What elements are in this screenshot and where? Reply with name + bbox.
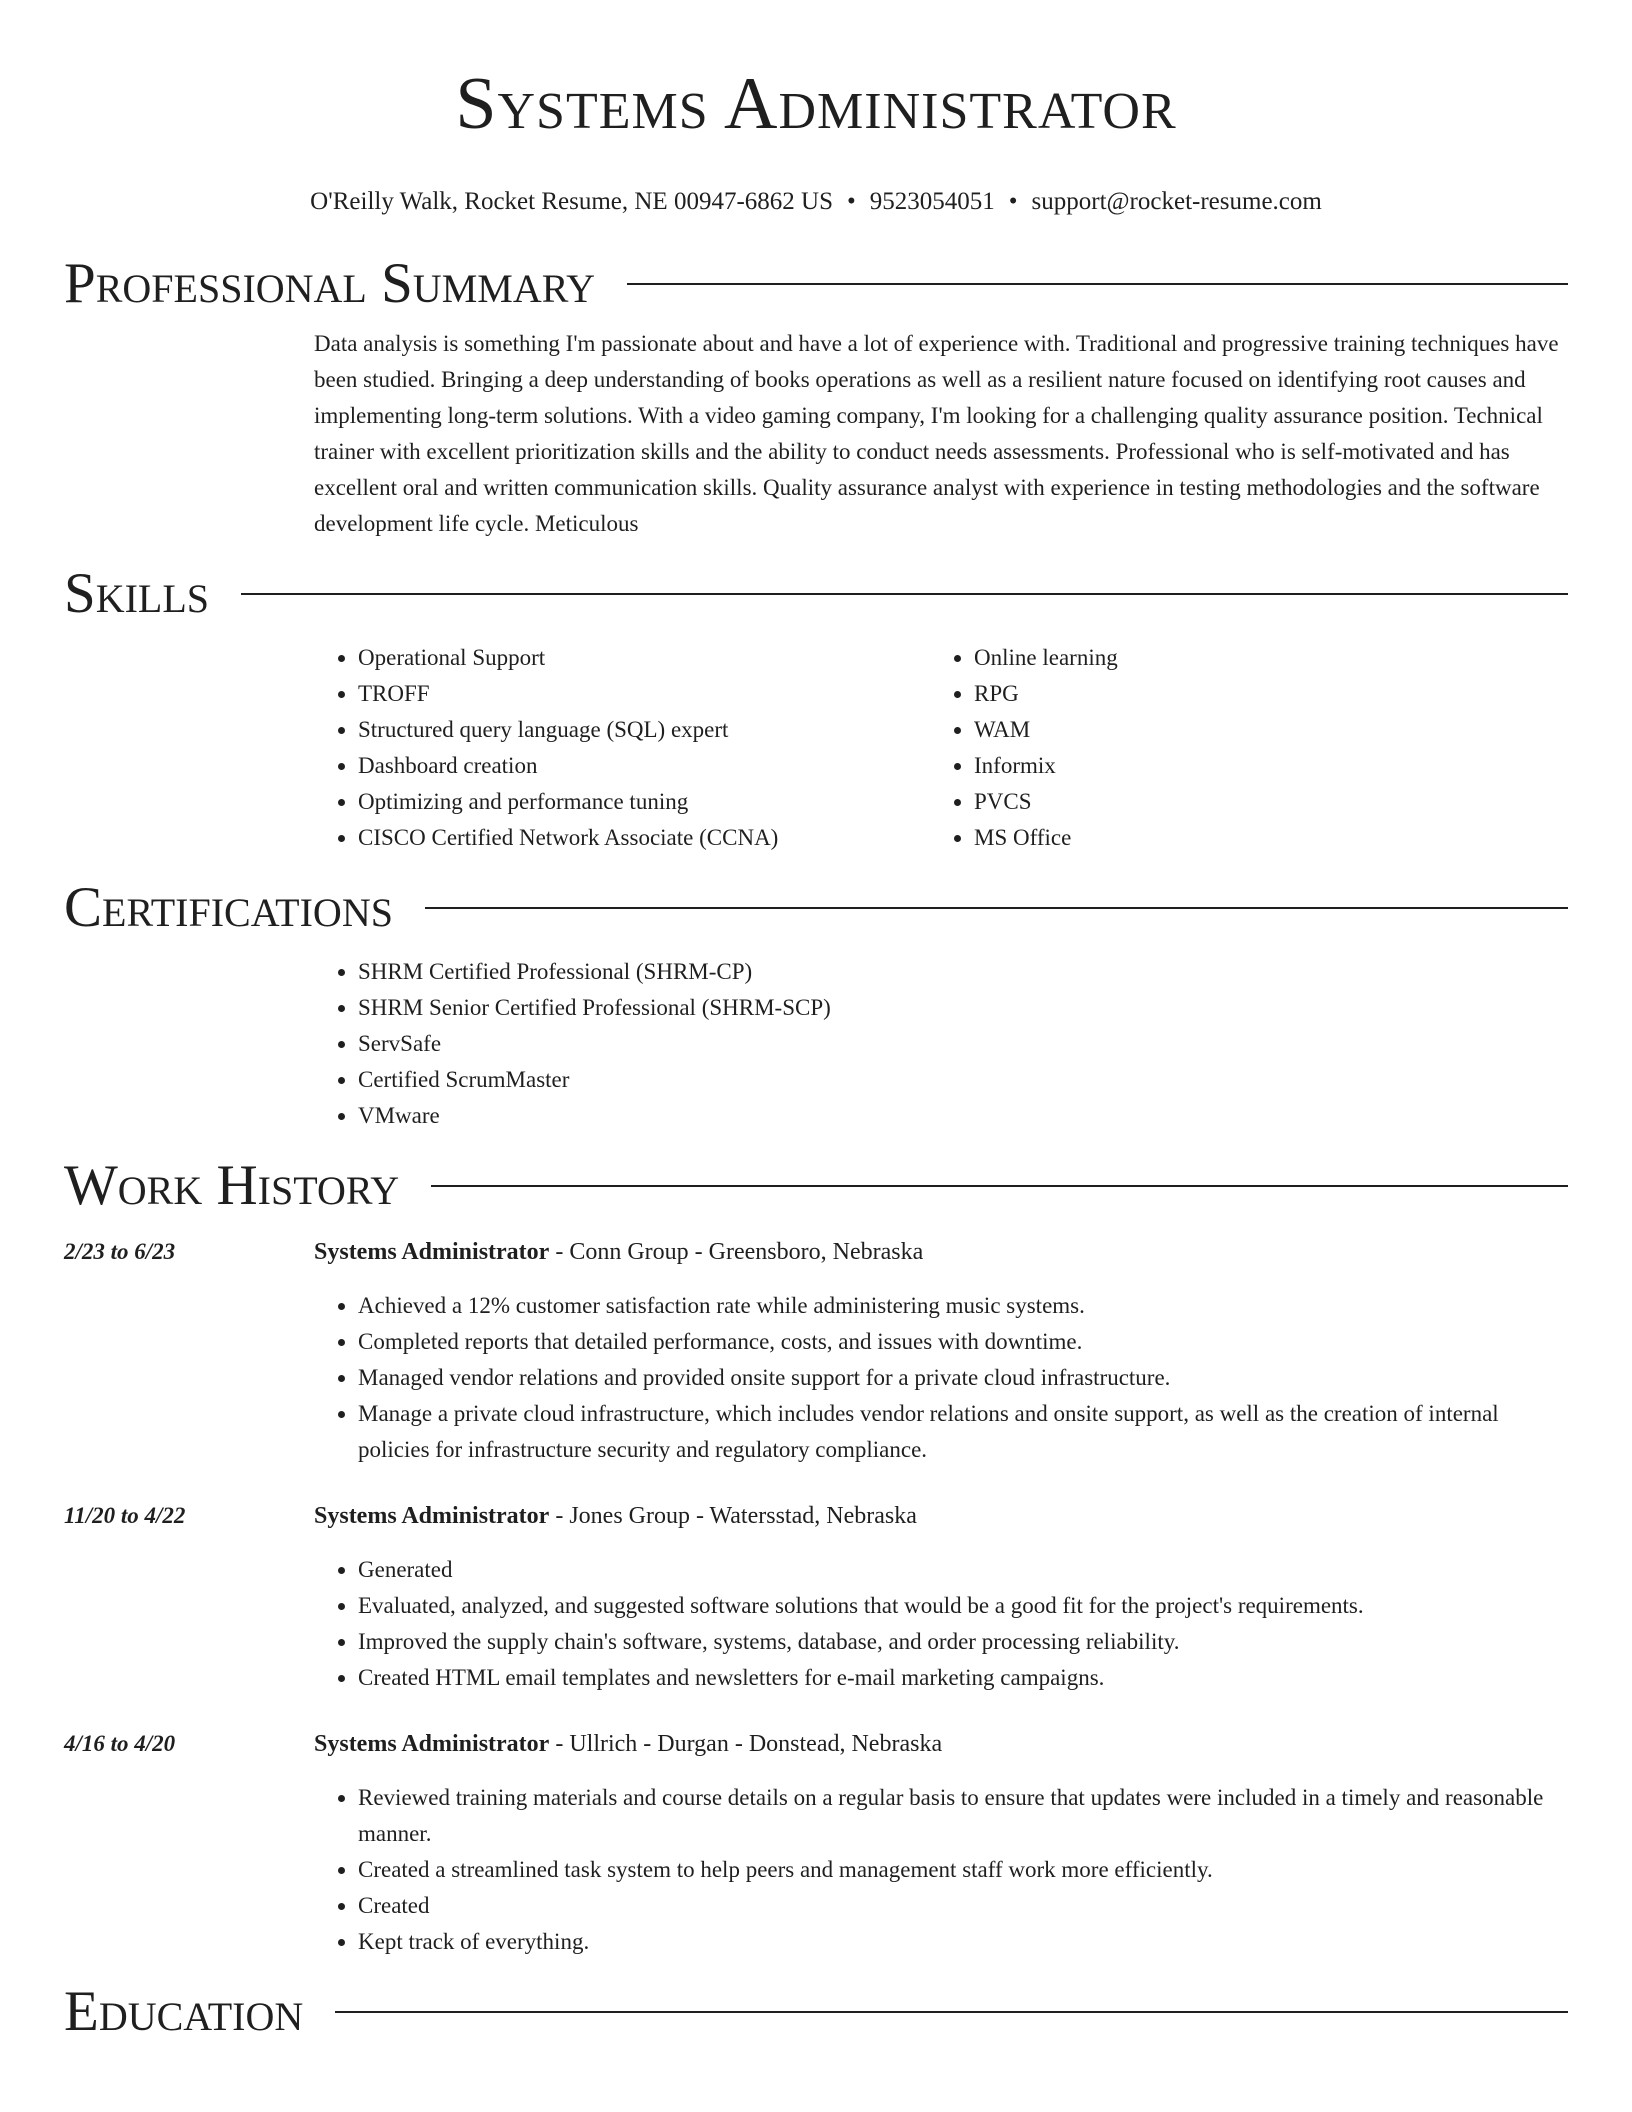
job-entry [64, 1726, 1568, 1960]
skill-item: • PVCS [974, 784, 1546, 820]
job-role: Systems Administrator [314, 1731, 550, 1757]
certifications-heading: Certifications [64, 876, 393, 939]
job-company: - Ullrich - Durgan - Donstead, Nebraska [549, 1731, 943, 1757]
summary-text: Data analysis is something I'm passionate about and have a lot of experience with. Traditional and progressive training techniques have been studied. Bringing a deep understanding of books operations as well as a resilient nature focused on identifying root causes and implementing long-term solutions. With a video gaming company, I'm looking for a challenging quality assurance position. Technical trainer with excellent prioritization skills and the ability to conduct needs assessments. Professional who is self-motivated and has excellent oral and written communication skills. Quality assurance analyst with experience in testing methodologies and the software development life cycle. Meticulous [314, 331, 1559, 536]
job-role: Systems Administrator [314, 1239, 550, 1265]
job-bullet: • Created HTML email templates and newsletters for e-mail marketing campaigns. [358, 1660, 1568, 1696]
skill-item: • Dashboard creation [358, 748, 930, 784]
job-title-line [314, 1726, 1568, 1762]
job-content [314, 1726, 1568, 1960]
contact-address: O'Reilly Walk, Rocket Resume, NE 00947-6862 US [310, 188, 833, 215]
skill-item: • TROFF [358, 676, 930, 712]
skills-heading: Skills [64, 562, 210, 625]
job-bullet: • Improved the supply chain's software, systems, database, and order processing reliability. [358, 1624, 1568, 1660]
contact-separator: • [1008, 188, 1018, 215]
job-bullet: • Evaluated, analyzed, and suggested software solutions that would be a good fit for the project's requirements. [358, 1588, 1568, 1624]
certification-item: • SHRM Senior Certified Professional (SHRM-SCP) [358, 990, 1568, 1026]
skills-list [314, 640, 1568, 856]
contact-separator: • [847, 188, 856, 215]
job-bullet: • Achieved a 12% customer satisfaction rate while administering music systems. [358, 1288, 1568, 1324]
job-entry [64, 1498, 1568, 1696]
job-company: - Conn Group - Greensboro, Nebraska [549, 1239, 924, 1265]
job-dates: 11/20 to 4/22 [64, 1503, 186, 1528]
contact-line [64, 186, 1568, 218]
section-divider [335, 2011, 1568, 2013]
skills-section-header [64, 562, 1568, 626]
job-bullet: • Created a streamlined task system to help peers and management staff work more efficiently. [358, 1852, 1568, 1888]
certification-item: • VMware [358, 1098, 1568, 1134]
skill-item: • Structured query language (SQL) expert [358, 712, 930, 748]
skills-column-right [930, 640, 1546, 856]
education-heading: Education [64, 1980, 304, 2043]
job-dates: 2/23 to 6/23 [64, 1239, 176, 1264]
summary-heading: Professional Summary [64, 252, 596, 315]
section-divider [241, 593, 1568, 595]
summary-section-header [64, 252, 1568, 316]
work-section-header [64, 1154, 1568, 1218]
job-company: - Jones Group - Watersstad, Nebraska [549, 1503, 917, 1529]
job-bullet: • Manage a private cloud infrastructure, which includes vendor relations and onsite support, as well as the creation of internal policies for infrastructure security and regulatory compliance. [358, 1396, 1568, 1468]
section-divider [431, 1185, 1568, 1187]
skill-item: • RPG [974, 676, 1546, 712]
section-divider [627, 283, 1568, 285]
skill-item: • WAM [974, 712, 1546, 748]
job-content [314, 1498, 1568, 1696]
job-bullet: • Generated [358, 1552, 1568, 1588]
job-content [314, 1234, 1568, 1468]
job-title-line [314, 1234, 1568, 1270]
skill-item: • CISCO Certified Network Associate (CCNA) [358, 820, 930, 856]
job-role: Systems Administrator [314, 1503, 550, 1529]
certifications-section-header [64, 876, 1568, 940]
skill-item: • Operational Support [358, 640, 930, 676]
job-bullet: • Reviewed training materials and course details on a regular basis to ensure that updates were included in a timely and reasonable manner. [358, 1780, 1568, 1852]
section-divider [425, 907, 1568, 909]
contact-email[interactable]: support@rocket-resume.com [1031, 188, 1322, 215]
job-bullets [314, 1552, 1568, 1696]
job-bullet: • Completed reports that detailed performance, costs, and issues with downtime. [358, 1324, 1568, 1360]
job-bullet: • Kept track of everything. [358, 1924, 1568, 1960]
certification-item: • Certified ScrumMaster [358, 1062, 1568, 1098]
job-entry [64, 1234, 1568, 1468]
job-bullet: • Managed vendor relations and provided onsite support for a private cloud infrastructure. [358, 1360, 1568, 1396]
job-title-line [314, 1498, 1568, 1534]
skill-item: • MS Office [974, 820, 1546, 856]
skill-item: • Informix [974, 748, 1546, 784]
resume-title: Systems Administrator [455, 63, 1177, 145]
certification-item: • SHRM Certified Professional (SHRM-CP) [358, 954, 1568, 990]
work-heading: Work History [64, 1154, 400, 1217]
certifications-list [314, 954, 1568, 1134]
contact-phone: 9523054051 [869, 188, 995, 215]
education-section-header [64, 1980, 1568, 2044]
job-bullet: • Created [358, 1888, 1568, 1924]
certification-item: • ServSafe [358, 1026, 1568, 1062]
skill-item: • Optimizing and performance tuning [358, 784, 930, 820]
skill-item: • Online learning [974, 640, 1546, 676]
job-bullets [314, 1288, 1568, 1468]
job-bullets [314, 1780, 1568, 1960]
skills-column-left [314, 640, 930, 856]
job-dates: 4/16 to 4/20 [64, 1731, 176, 1756]
summary-body [314, 326, 1568, 542]
